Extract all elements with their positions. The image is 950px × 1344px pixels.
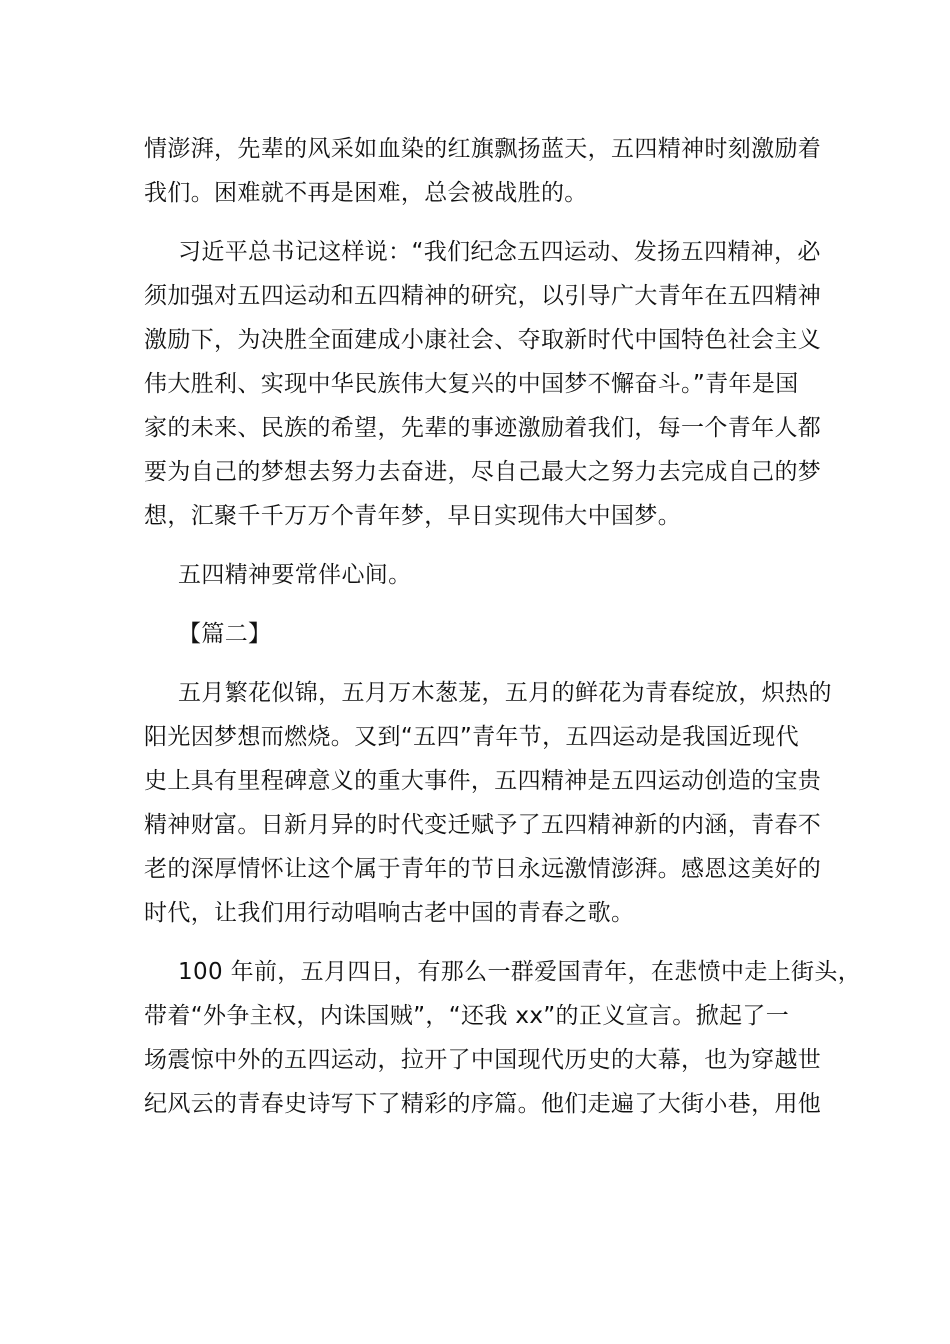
text-line: 我们。困难就不再是困难，总会被战胜的。: [144, 180, 588, 206]
text-line: 激励下，为决胜全面建成小康社会、夺取新时代中国特色社会主义: [144, 327, 822, 353]
section-heading: [144, 612, 816, 656]
document-body: [144, 127, 862, 1126]
text-line: 情澎湃，先辈的风采如血染的红旗飘扬蓝天，五四精神时刻激励着: [144, 136, 822, 162]
paragraph: [144, 553, 816, 597]
text-line: 场震惊中外的五四运动，拉开了中国现代历史的大幕，也为穿越世: [144, 1047, 822, 1073]
paragraph: [144, 950, 862, 1126]
text-line: 史上具有里程碑意义的重大事件，五四精神是五四运动创造的宝贵: [144, 768, 822, 794]
text-line: 精神财富。日新月异的时代变迁赋予了五四精神新的内涵，青春不: [144, 812, 822, 838]
text-line: 阳光因梦想而燃烧。又到“五四”青年节，五四运动是我国近现代: [144, 724, 799, 750]
text-line: 100 年前，五月四日，有那么一群爱国青年，在悲愤中走上街头，: [178, 959, 862, 985]
text-line: 带着“外争主权，内诛国贼”，“还我 xx”的正义宣言。掀起了一: [144, 1003, 790, 1029]
paragraph: [144, 671, 832, 935]
text-line: 要为自己的梦想去努力去奋进，尽自己最大之努力去完成自己的梦: [144, 459, 822, 485]
text-line: 伟大胜利、实现中华民族伟大复兴的中国梦不懈奋斗。”青年是国: [144, 371, 799, 397]
text-line: 纪风云的青春史诗写下了精彩的序篇。他们走遍了大街小巷，用他: [144, 1091, 822, 1117]
text-line: 五四精神要常伴心间。: [178, 562, 412, 588]
section-heading-text: 【篇二】: [178, 621, 272, 647]
text-line: 五月繁花似锦，五月万木葱茏，五月的鲜花为青春绽放，炽热的: [178, 680, 832, 706]
text-line: 时代，让我们用行动唱响古老中国的青春之歌。: [144, 900, 635, 926]
text-line: 家的未来、民族的希望，先辈的事迹激励着我们，每一个青年人都: [144, 415, 822, 441]
paragraph: [144, 127, 822, 215]
paragraph: [144, 230, 822, 538]
text-line: 想，汇聚千千万万个青年梦，早日实现伟大中国梦。: [144, 503, 682, 529]
text-line: 习近平总书记这样说：“我们纪念五四运动、发扬五四精神，必: [178, 239, 821, 265]
text-line: 须加强对五四运动和五四精神的研究，以引导广大青年在五四精神: [144, 283, 822, 309]
text-line: 老的深厚情怀让这个属于青年的节日永远激情澎湃。感恩这美好的: [144, 856, 822, 882]
